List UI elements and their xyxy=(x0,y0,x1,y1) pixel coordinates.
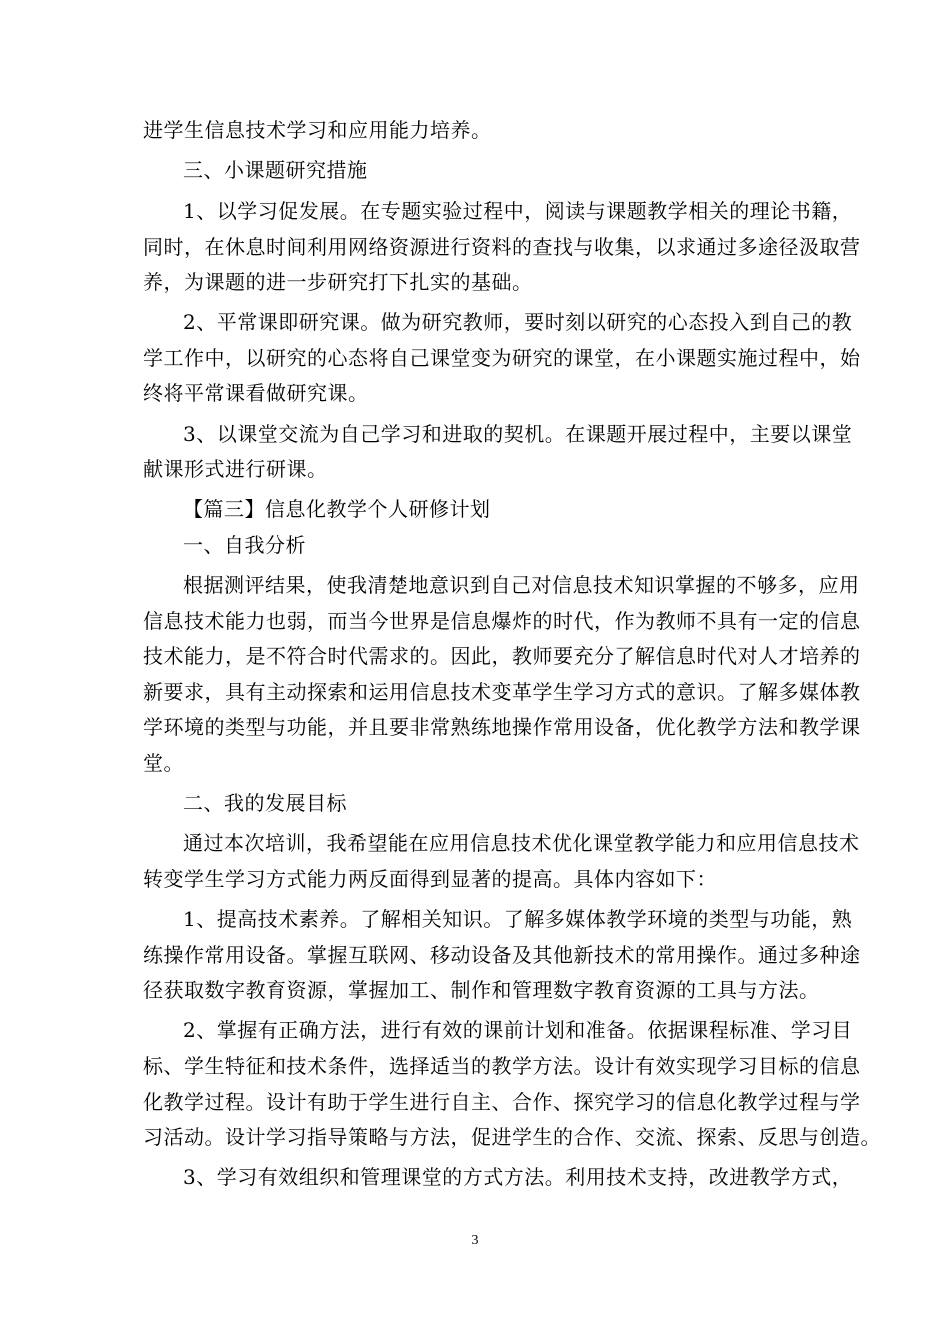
text-line: 3、以课堂交流为自己学习和进取的契机。在课题开展过程中，主要以课堂 xyxy=(183,422,853,446)
text-line: 通过本次培训，我希望能在应用信息技术优化课堂教学能力和应用信息技术 xyxy=(183,831,860,855)
text-line: 新要求，具有主动探索和运用信息技术变革学生学习方式的意识。了解多媒体教 xyxy=(143,680,861,704)
text-line: 根据测评结果，使我清楚地意识到自己对信息技术知识掌握的不够多，应用 xyxy=(183,573,860,597)
text-line: 终将平常课看做研究课。 xyxy=(143,381,369,405)
text-line: 径获取数字教育资源，掌握加工、制作和管理数字教育资源的工具与方法。 xyxy=(143,978,820,1002)
text-line: 2、掌握有正确方法，进行有效的课前计划和准备。依据课程标准、学习目 xyxy=(183,1018,853,1042)
text-line: 习活动。设计学习指导策略与方法，促进学生的合作、交流、探索、反思与创造。 xyxy=(143,1125,881,1149)
text-line: 技术能力，是不符合时代需求的。因此，教师要充分了解信息时代对人才培养的 xyxy=(143,644,861,668)
text-line: 信息技术能力也弱，而当今世界是信息爆炸的时代，作为教师不具有一定的信息 xyxy=(143,609,861,633)
text-line: 堂。 xyxy=(143,751,184,775)
text-line: 3、学习有效组织和管理课堂的方式方法。利用技术支持，改进教学方式， xyxy=(183,1165,853,1189)
text-line: 同时，在休息时间利用网络资源进行资料的查找与收集，以求通过多途径汲取营 xyxy=(143,235,861,259)
text-line: 标、学生特征和技术条件，选择适当的教学方法。设计有效实现学习目标的信息 xyxy=(143,1054,861,1078)
text-line: 学工作中，以研究的心态将自己课堂变为研究的课堂，在小课题实施过程中，始 xyxy=(143,346,861,370)
text-line: 进学生信息技术学习和应用能力培养。 xyxy=(143,118,492,142)
text-line: 转变学生学习方式能力两反面得到显著的提高。具体内容如下： xyxy=(143,867,717,891)
text-line: 练操作常用设备。掌握互联网、移动设备及其他新技术的常用操作。通过多种途 xyxy=(143,943,861,967)
text-line: 化教学过程。设计有助于学生进行自主、合作、探究学习的信息化教学过程与学 xyxy=(143,1090,861,1114)
text-line: 1、以学习促发展。在专题实验过程中，阅读与课题教学相关的理论书籍， xyxy=(183,199,853,223)
section-heading: 三、小课题研究措施 xyxy=(183,158,368,182)
section-heading: 二、我的发展目标 xyxy=(183,791,347,815)
text-line: 1、提高技术素养。了解相关知识。了解多媒体教学环境的类型与功能，熟 xyxy=(183,907,853,931)
article-heading: 【篇三】信息化教学个人研修计划 xyxy=(183,497,491,521)
section-heading: 一、自我分析 xyxy=(183,533,306,557)
page-number: 3 xyxy=(471,1233,479,1248)
text-line: 养，为课题的进一步研究打下扎实的基础。 xyxy=(143,270,533,294)
text-line: 学环境的类型与功能，并且要非常熟练地操作常用设备，优化教学方法和教学课 xyxy=(143,715,861,739)
text-line: 献课形式进行研课。 xyxy=(143,457,328,481)
text-line: 2、平常课即研究课。做为研究教师，要时刻以研究的心态投入到自己的教 xyxy=(183,310,853,334)
